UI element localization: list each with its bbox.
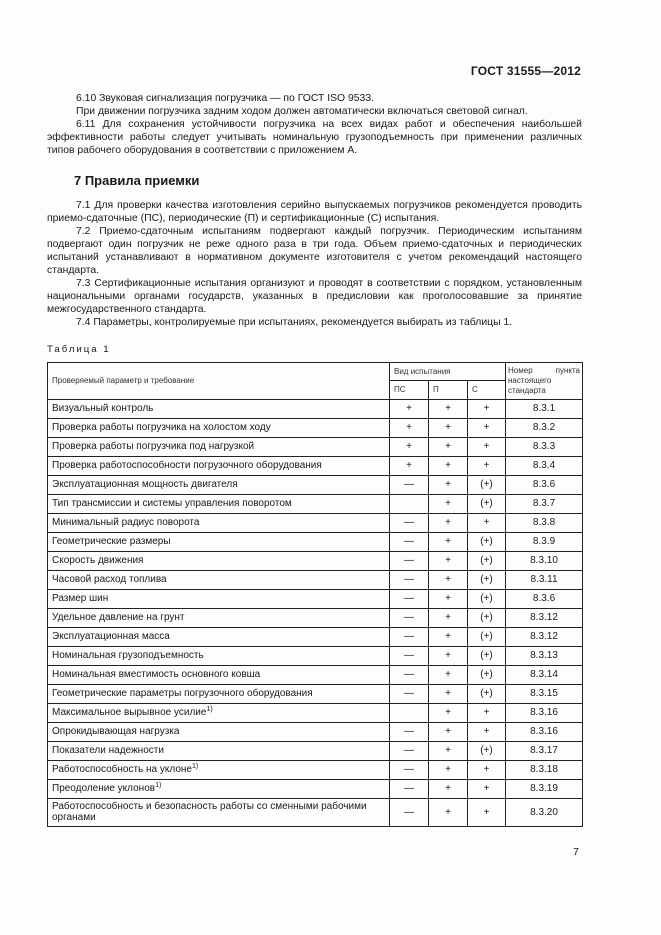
test-c-cell: (+) [468,532,506,551]
parameter-cell [48,494,390,513]
paragraph-6-10: 6.10 Звуковая сигнализация погрузчика — по ГОСТ ISO 9533. [76,93,374,104]
test-p-cell: + [429,399,468,418]
paragraph-7-3: 7.3 Сертификационные испытания организуют и проводят в соответствии с порядком, установленным национальными органами государств, указанных в предисловии как проголосовавшие за принятие межгосударственного стандарта. [47,278,582,316]
test-ps-cell: + [390,399,429,418]
paragraph-6-10-cont: При движении погрузчика задним ходом должен автоматически включаться световой сигнал. [76,106,528,118]
clause-cell: 8.3.14 [506,665,583,684]
header-test-type: Вид испытания [390,362,506,380]
test-p-cell: + [429,551,468,570]
clause-cell: 8.3.12 [506,627,583,646]
test-ps-cell: — [390,779,429,798]
parameter-name: Часовой расход топлива [52,574,167,586]
test-c-cell: (+) [468,551,506,570]
header-param: Проверяемый параметр и требование [48,362,390,399]
test-c-cell: (+) [468,684,506,703]
clause-cell: 8.3.18 [506,760,583,779]
test-ps-cell [390,494,429,513]
test-p-cell: + [429,665,468,684]
test-p-cell: + [429,646,468,665]
test-c-cell: + [468,703,506,722]
test-p-cell: + [429,779,468,798]
clause-cell: 8.3.6 [506,475,583,494]
footnote-marker: 1) [206,706,213,714]
test-ps-cell: — [390,722,429,741]
parameter-cell [48,741,390,760]
test-ps-cell: — [390,513,429,532]
test-c-cell: (+) [468,627,506,646]
table-row [48,494,583,513]
clause-cell: 8.3.7 [506,494,583,513]
test-c-cell: (+) [468,494,506,513]
parameter-name: Скорость движения [52,555,144,567]
test-p-cell: + [429,760,468,779]
table-row [48,798,583,826]
test-p-cell: + [429,589,468,608]
test-ps-cell: — [390,532,429,551]
test-c-cell: (+) [468,646,506,665]
requirements-table [47,362,583,827]
test-c-cell: (+) [468,608,506,627]
test-ps-cell: — [390,798,429,826]
test-c-cell: (+) [468,665,506,684]
parameter-cell [48,627,390,646]
page-number: 7 [573,846,579,858]
parameter-cell [48,456,390,475]
parameter-name: Проверка работы погрузчика на холостом ходу [52,422,271,434]
test-ps-cell: + [390,418,429,437]
test-p-cell: + [429,475,468,494]
test-ps-cell: — [390,570,429,589]
test-c-cell: + [468,760,506,779]
test-c-cell: (+) [468,475,506,494]
table-row [48,684,583,703]
paragraph-7-1: 7.1 Для проверки качества изготовления серийно выпускаемых погрузчиков рекомендуется проводить приемо-сдаточные (ПС), периодические (П) и сертификационные (С) испытания. [47,199,582,224]
clause-cell: 8.3.11 [506,570,583,589]
parameter-name: Номинальная грузоподъемность [52,650,204,662]
parameter-cell [48,665,390,684]
parameter-name: Максимальное вырывное усилие [52,707,207,719]
table-body [48,399,583,826]
document-code: ГОСТ 31555—2012 [470,64,581,78]
test-ps-cell: — [390,475,429,494]
table-row [48,437,583,456]
clause-cell: 8.3.19 [506,779,583,798]
parameter-name: Геометрические параметры погрузочного оборудования [52,688,313,700]
clause-cell: 8.3.13 [506,646,583,665]
clause-cell: 8.3.2 [506,418,583,437]
parameter-cell [48,551,390,570]
table-row [48,570,583,589]
parameter-name: Эксплуатационная масса [52,631,170,643]
table-row [48,703,583,722]
clause-cell: 8.3.3 [506,437,583,456]
parameter-cell [48,703,390,722]
test-ps-cell: — [390,627,429,646]
table-row [48,722,583,741]
table-caption: Таблица 1 [47,343,111,355]
parameter-name: Проверка работы погрузчика под нагрузкой [52,441,255,453]
test-p-cell: + [429,437,468,456]
parameter-cell [48,722,390,741]
test-c-cell: + [468,779,506,798]
test-ps-cell: — [390,551,429,570]
table-row [48,627,583,646]
table-row [48,418,583,437]
test-p-cell: + [429,494,468,513]
test-c-cell: (+) [468,741,506,760]
test-c-cell: (+) [468,570,506,589]
test-p-cell: + [429,627,468,646]
test-c-cell: + [468,513,506,532]
paragraph-7-2: 7.2 Приемо-сдаточным испытаниям подвергают каждый погрузчик. Периодическим испытаниям подвергают один погрузчик не реже одного раза в три года. Объем приемо-сдаточных и периодических испытаний устанавливают в нормативном документе изготовителя с учетом рекомендаций настоящего стандарта. [47,225,582,277]
test-ps-cell: — [390,646,429,665]
test-p-cell: + [429,570,468,589]
parameter-cell [48,570,390,589]
test-p-cell: + [429,703,468,722]
test-c-cell: + [468,437,506,456]
parameter-name: Тип трансмиссии и системы управления поворотом [52,498,292,510]
test-p-cell: + [429,684,468,703]
test-ps-cell: — [390,760,429,779]
test-ps-cell: — [390,684,429,703]
table-row [48,551,583,570]
header-clause: Номер пункта настоящего стандарта [506,362,583,399]
table-row [48,665,583,684]
clause-cell: 8.3.16 [506,703,583,722]
parameter-cell [48,437,390,456]
table-row [48,589,583,608]
test-c-cell: + [468,456,506,475]
table-row [48,646,583,665]
parameter-name: Размер шин [52,593,109,605]
parameter-cell [48,418,390,437]
test-ps-cell: — [390,608,429,627]
clause-cell: 8.3.4 [506,456,583,475]
clause-cell: 8.3.12 [506,608,583,627]
test-c-cell: + [468,722,506,741]
table-row [48,456,583,475]
table-row [48,513,583,532]
parameter-cell [48,760,390,779]
test-p-cell: + [429,456,468,475]
header-c: С [468,380,506,399]
parameter-name: Номинальная вместимость основного ковша [52,669,261,681]
clause-cell: 8.3.9 [506,532,583,551]
footnote-marker: 1) [155,782,162,790]
table-row [48,399,583,418]
parameter-name: Эксплуатационная мощность двигателя [52,479,238,491]
test-c-cell: (+) [468,589,506,608]
parameter-cell [48,684,390,703]
test-p-cell: + [429,741,468,760]
test-p-cell: + [429,722,468,741]
test-ps-cell: — [390,589,429,608]
parameter-cell [48,779,390,798]
header-p: П [429,380,468,399]
parameter-name: Удельное давление на грунт [52,612,185,624]
test-ps-cell: — [390,741,429,760]
parameter-cell [48,513,390,532]
parameter-name: Работоспособность на уклоне [52,764,192,776]
table-row [48,741,583,760]
test-c-cell: + [468,798,506,826]
table-row [48,779,583,798]
test-ps-cell [390,703,429,722]
test-c-cell: + [468,399,506,418]
parameter-cell [48,589,390,608]
test-p-cell: + [429,513,468,532]
parameter-name: Работоспособность и безопасность работы со сменными рабочими органами [52,801,367,824]
test-ps-cell: — [390,665,429,684]
clause-cell: 8.3.6 [506,589,583,608]
test-p-cell: + [429,608,468,627]
clause-cell: 8.3.8 [506,513,583,532]
parameter-cell [48,798,390,826]
test-c-cell: + [468,418,506,437]
footnote-marker: 1) [191,763,199,771]
parameter-cell [48,475,390,494]
table-row [48,608,583,627]
parameter-name: Визуальный контроль [52,403,154,415]
parameter-cell [48,399,390,418]
clause-cell: 8.3.16 [506,722,583,741]
parameter-name: Проверка работоспособности погрузочного оборудования [52,460,322,472]
parameter-cell [48,532,390,551]
table-row [48,760,583,779]
section-title: 7 Правила приемки [74,173,200,189]
table-row [48,532,583,551]
page-content [47,92,582,827]
parameter-name: Показатели надежности [52,745,164,757]
clause-cell: 8.3.20 [506,798,583,826]
parameter-name: Геометрические размеры [52,536,171,548]
parameter-name: Преодоление уклонов [52,783,156,795]
test-p-cell: + [429,532,468,551]
parameter-name: Опрокидывающая нагрузка [52,726,180,738]
parameter-cell [48,608,390,627]
clause-cell: 8.3.17 [506,741,583,760]
clause-cell: 8.3.10 [506,551,583,570]
paragraph-7-4: 7.4 Параметры, контролируемые при испытаниях, рекомендуется выбирать из таблицы 1. [76,317,513,329]
table-row [48,475,583,494]
test-p-cell: + [429,418,468,437]
paragraph-6-11: 6.11 Для сохранения устойчивости погрузчика на всех видах работ и обеспечения наибольшей эффективности работы следует учитывать номинальную грузоподъемность при применении различных типов рабочего оборудования в соответствии с приложением А. [47,119,582,157]
clause-cell: 8.3.1 [506,399,583,418]
test-p-cell: + [429,798,468,826]
parameter-name: Минимальный радиус поворота [52,517,200,529]
header-ps: ПС [390,380,429,399]
clause-cell: 8.3.15 [506,684,583,703]
parameter-cell [48,646,390,665]
test-ps-cell: + [390,437,429,456]
test-ps-cell: + [390,456,429,475]
